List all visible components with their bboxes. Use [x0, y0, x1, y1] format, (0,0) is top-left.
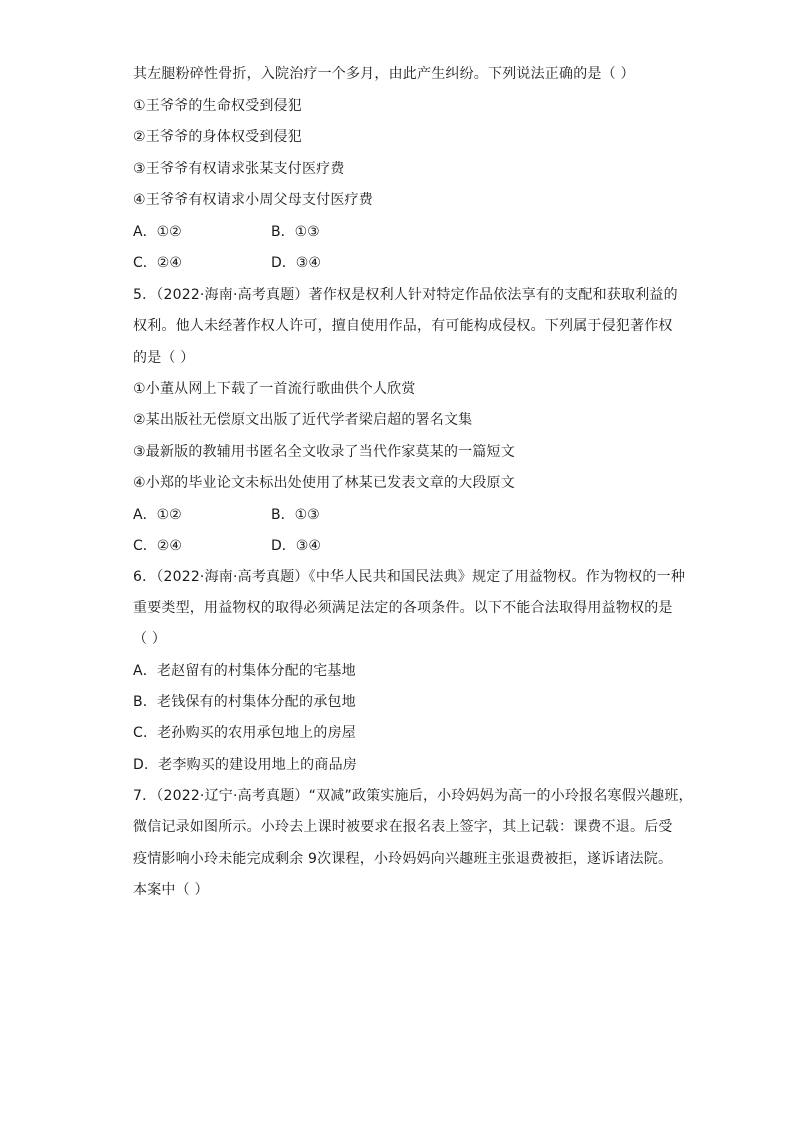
q5-statement-4: ④小郑的毕业论文未标出处使用了林某已发表文章的大段原文: [133, 475, 515, 491]
q5-statement-1: ①小董从网上下载了一首流行歌曲供个人欣赏: [133, 381, 416, 397]
q5-statement-2: ②某出版社无偿原文出版了近代学者梁启超的署名文集: [133, 412, 473, 428]
q6-option-c: C．老孙购买的农用承包地上的房屋: [133, 725, 356, 741]
q5-statement-3: ③最新版的教辅用书匿名全文收录了当代作家莫某的一篇短文: [133, 444, 515, 460]
q6-option-a: A．老赵留有的村集体分配的宅基地: [133, 663, 356, 679]
q5-stem-line-3: 的是（ ）: [133, 350, 195, 366]
q6-option-b: B．老钱保有的村集体分配的承包地: [133, 694, 356, 710]
q7-stem-line-2: 微信记录如图所示。小玲去上课时被要求在报名表上签字，其上记载：课费不退。后受: [133, 819, 673, 835]
q5-option-a: A．①②: [133, 507, 182, 523]
q4-option-b: B．①③: [271, 224, 320, 240]
q7-stem-line-3: 疫情影响小玲未能完成剩余 9次课程，小玲妈妈向兴趣班主张退费被拒，遂诉诸法院。: [133, 851, 673, 867]
q7-stem-line-1: 7．（2022·辽宁·高考真题）“双减”政策实施后，小玲妈妈为高一的小玲报名寒假兴趣班，: [133, 788, 693, 804]
q6-stem-line-1: 6．（2022·海南·高考真题）《中华人民共和国民法典》规定了用益物权。作为物权的一种: [133, 569, 686, 585]
q5-stem-line-2: 权利。他人未经著作权人许可，擅自使用作品，有可能构成侵权。下列属于侵犯著作权: [133, 318, 673, 334]
q6-option-d: D．老李购买的建设用地上的商品房: [133, 757, 357, 773]
q4-stem-line: 其左腿粉碎性骨折，入院治疗一个多月，由此产生纠纷。下列说法正确的是（ ）: [133, 66, 635, 82]
q4-option-d: D．③④: [271, 255, 321, 271]
q5-stem-line-1: 5．（2022·海南·高考真题）著作权是权利人针对特定作品依法享有的支配和获取利益的: [133, 287, 678, 303]
q6-stem-line-3: （ ）: [133, 631, 167, 647]
q5-option-c: C．②④: [133, 538, 182, 554]
q4-option-a: A．①②: [133, 224, 182, 240]
q6-stem-line-2: 重要类型，用益物权的取得必须满足法定的各项条件。以下不能合法取得用益物权的是: [133, 600, 673, 616]
q5-option-b: B．①③: [271, 507, 320, 523]
q4-statement-2: ②王爷爷的身体权受到侵犯: [133, 129, 302, 145]
q4-option-c: C．②④: [133, 255, 182, 271]
q5-option-d: D．③④: [271, 538, 321, 554]
q4-statement-1: ①王爷爷的生命权受到侵犯: [133, 98, 302, 114]
q4-statement-4: ④王爷爷有权请求小周父母支付医疗费: [133, 192, 373, 208]
q7-stem-line-4: 本案中（ ）: [133, 882, 209, 898]
q4-statement-3: ③王爷爷有权请求张某支付医疗费: [133, 161, 345, 177]
